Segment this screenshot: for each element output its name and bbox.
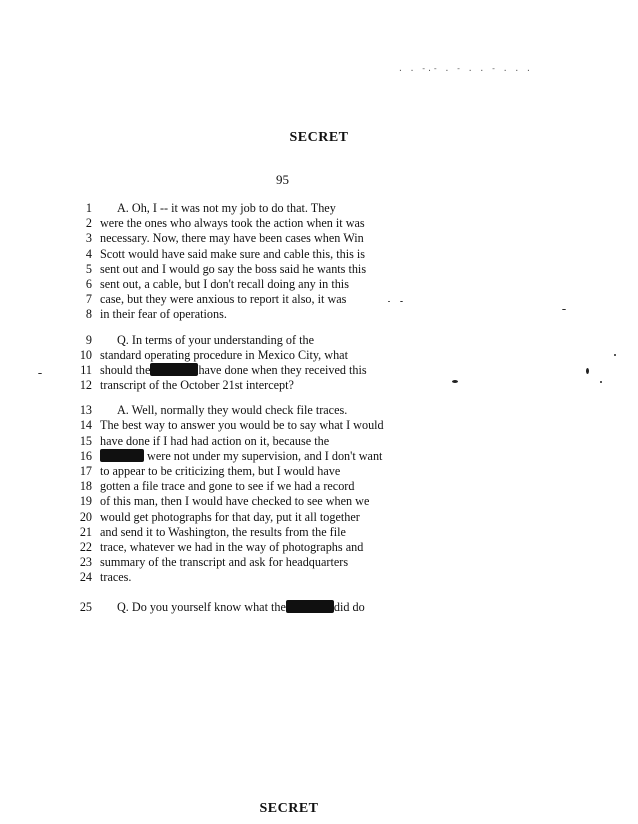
line-number: 19 — [79, 494, 92, 509]
line-number: 12 — [79, 378, 92, 393]
transcript-line — [60, 418, 460, 433]
transcript-line — [60, 262, 460, 277]
line-number: 9 — [85, 332, 92, 347]
transcript-line — [60, 479, 460, 494]
line-text: were the ones who always took the action when it was — [100, 216, 365, 231]
scan-speck — [600, 381, 602, 383]
transcript-line — [60, 434, 460, 449]
transcript-line — [60, 277, 460, 292]
line-number: 16 — [79, 448, 92, 463]
line-text: Scott would have said make sure and cable this, this is — [100, 246, 366, 261]
transcript-line — [60, 403, 460, 418]
transcript-line — [60, 231, 460, 246]
scan-speck — [452, 380, 458, 383]
classification-footer: SECRET — [259, 801, 319, 816]
line-text — [100, 449, 382, 464]
redaction-block — [100, 449, 144, 462]
line-text: trace, whatever we had in the way of photographs and — [100, 539, 364, 554]
line-text: sent out, a cable, but I don't recall doing any in this — [100, 276, 349, 291]
transcript-line — [60, 464, 460, 479]
line-number: 20 — [79, 509, 92, 524]
line-number: 4 — [85, 246, 92, 261]
line-number: 1 — [85, 201, 92, 215]
transcript-line — [60, 201, 460, 216]
line-text: have done if I had had action on it, because the — [100, 433, 330, 448]
line-text-post: have done when they received this — [198, 362, 367, 377]
scan-speck — [400, 301, 403, 302]
transcript-line — [60, 348, 460, 363]
line-text: summary of the transcript and ask for headquarters — [100, 555, 349, 570]
line-number: 5 — [85, 261, 92, 276]
scan-artifact: . . -.- . - . . - . . . — [398, 64, 532, 73]
line-number: 21 — [79, 524, 92, 539]
transcript-line — [60, 363, 460, 378]
transcript-line — [60, 247, 460, 262]
transcript-line — [60, 378, 460, 393]
transcript-body — [60, 201, 460, 615]
line-number: 25 — [79, 599, 92, 614]
line-text: case, but they were anxious to report it also, it was — [100, 292, 347, 307]
transcript-line — [60, 540, 460, 555]
line-text-pre: should the — [100, 362, 151, 377]
line-number: 11 — [80, 362, 92, 377]
line-number: 3 — [85, 231, 92, 246]
line-text: to appear to be criticizing them, but I would have — [100, 464, 341, 478]
line-number: 2 — [85, 216, 92, 231]
classification-header: SECRET — [289, 130, 349, 145]
transcript-line — [60, 449, 460, 464]
line-text: gotten a file trace and gone to see if we had a record — [100, 479, 355, 494]
line-text: traces. — [100, 570, 132, 585]
line-number: 7 — [85, 292, 92, 307]
line-number: 6 — [85, 276, 92, 291]
scan-speck — [388, 301, 390, 302]
line-text: and send it to Washington, the results from the file — [100, 524, 346, 539]
line-text: Q. In terms of your understanding of the — [117, 332, 314, 347]
line-number: 14 — [79, 418, 92, 433]
redaction-block — [286, 600, 334, 613]
line-text: standard operating procedure in Mexico City, what — [100, 347, 348, 362]
scan-speck — [38, 373, 42, 374]
transcript-line — [60, 525, 460, 540]
scan-speck — [562, 309, 566, 310]
transcript-line — [60, 494, 460, 509]
line-number: 17 — [79, 464, 92, 478]
transcript-line — [60, 555, 460, 570]
line-text: of this man, then I would have checked to see when we — [100, 494, 370, 509]
line-text-post: were not under my supervision, and I don't want — [147, 448, 383, 463]
line-text: The best way to answer you would be to say what I would — [100, 418, 384, 433]
line-number: 24 — [79, 570, 92, 585]
line-text-post: did do — [333, 599, 365, 614]
transcript-line — [60, 600, 460, 615]
line-text: sent out and I would go say the boss said he wants this — [100, 261, 367, 276]
transcript-line — [60, 307, 460, 322]
line-number: 13 — [79, 403, 92, 418]
scan-speck — [586, 368, 589, 374]
line-text: transcript of the October 21st intercept? — [100, 378, 294, 393]
page-number: 95 — [276, 172, 289, 187]
line-text — [117, 600, 365, 615]
transcript-line — [60, 216, 460, 231]
line-number: 23 — [79, 555, 92, 570]
transcript-line — [60, 333, 460, 348]
line-text: A. Well, normally they would check file traces. — [117, 403, 348, 418]
line-text — [100, 363, 367, 378]
transcript-line — [60, 292, 460, 307]
redaction-block — [150, 363, 198, 376]
line-text: in their fear of operations. — [100, 307, 227, 322]
scan-speck — [614, 354, 616, 356]
line-text: necessary. Now, there may have been cases when Win — [100, 231, 364, 246]
transcript-line — [60, 510, 460, 525]
line-text: A. Oh, I -- it was not my job to do that. They — [117, 201, 336, 215]
line-text-pre: Q. Do you yourself know what the — [117, 599, 286, 614]
line-number: 10 — [79, 347, 92, 362]
line-number: 18 — [79, 479, 92, 494]
line-text: would get photographs for that day, put it all together — [100, 509, 360, 524]
line-number: 22 — [79, 539, 92, 554]
line-number: 8 — [85, 307, 92, 322]
transcript-line — [60, 570, 460, 585]
line-number: 15 — [79, 433, 92, 448]
